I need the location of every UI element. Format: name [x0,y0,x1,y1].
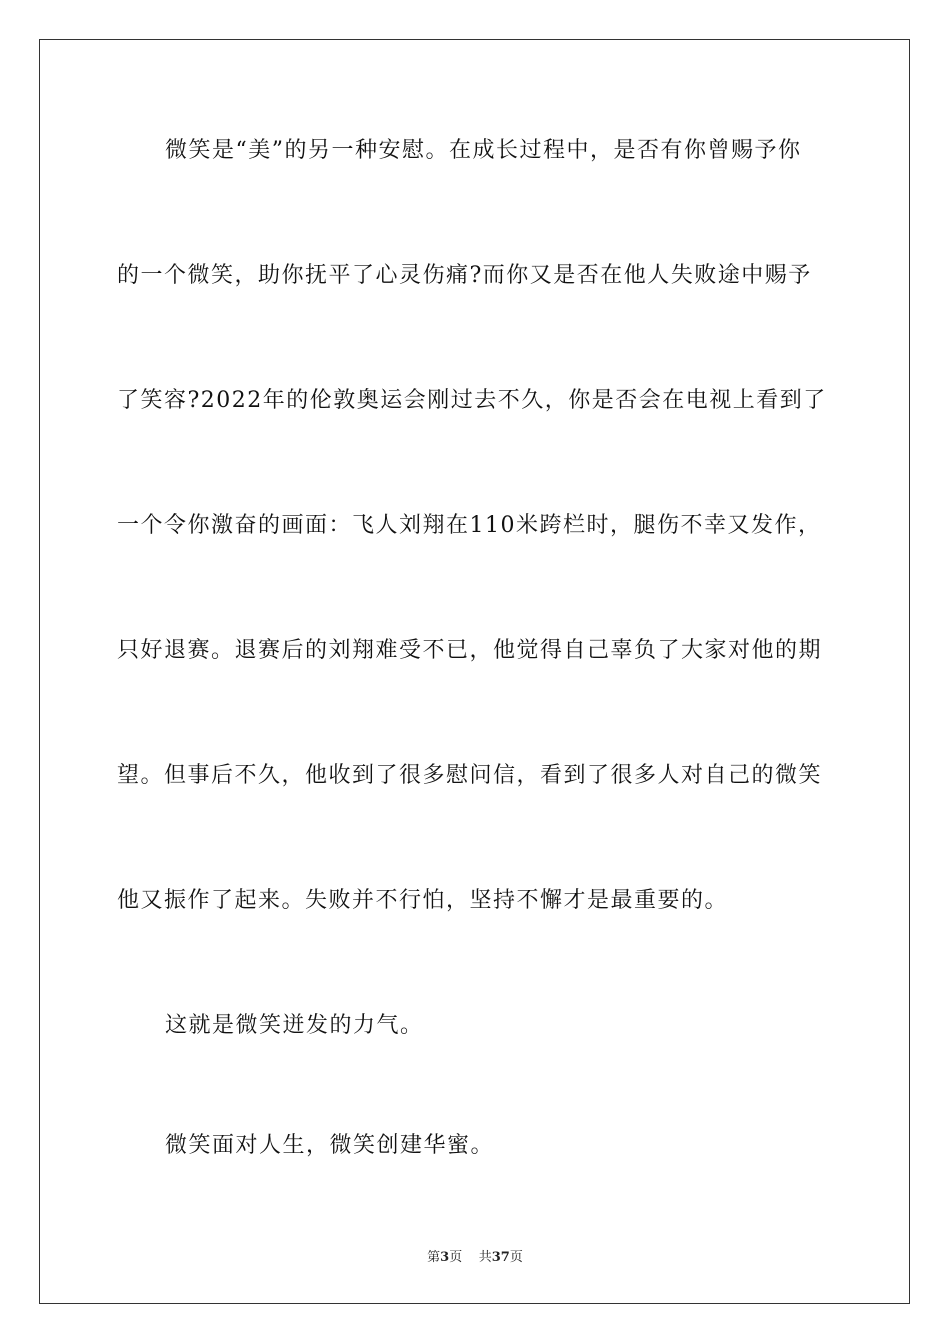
paragraph-line: 望。但事后不久，他收到了很多慰问信，看到了很多人对自己的微笑 [117,763,823,788]
footer-total-prefix: 共 [478,1250,492,1265]
paragraph-line: 了笑容?2022年的伦敦奥运会刚过去不久，你是否会在电视上看到了 [117,388,827,413]
footer-page-prefix: 第 [427,1250,441,1265]
paragraph-line: 他又振作了起来。失败并不行怕，坚持不懈才是最重要的。 [117,888,729,913]
footer-total-pages: 37 [491,1250,510,1265]
paragraph-line: 只好退赛。退赛后的刘翔难受不已，他觉得自己辜负了大家对他的期 [117,638,823,663]
page-footer [0,1246,950,1265]
paragraph-line: 微笑是“美”的另一种安慰。在成长过程中，是否有你曾赐予你 [165,138,802,163]
paragraph-line: 的一个微笑，助你抚平了心灵伤痛?而你又是否在他人失败途中赐予 [117,263,812,288]
footer-page-number: 3 [440,1250,450,1265]
footer-page-suffix: 页 [449,1250,463,1265]
footer-total-suffix: 页 [509,1250,523,1265]
page-frame [39,39,910,1304]
paragraph-line: 一个令你激奋的画面：飞人刘翔在110米跨栏时，腿伤不幸又发作， [117,513,822,538]
paragraph-line: 微笑面对人生，微笑创建华蜜。 [165,1133,495,1158]
paragraph-line: 这就是微笑迸发的力气。 [165,1013,424,1038]
